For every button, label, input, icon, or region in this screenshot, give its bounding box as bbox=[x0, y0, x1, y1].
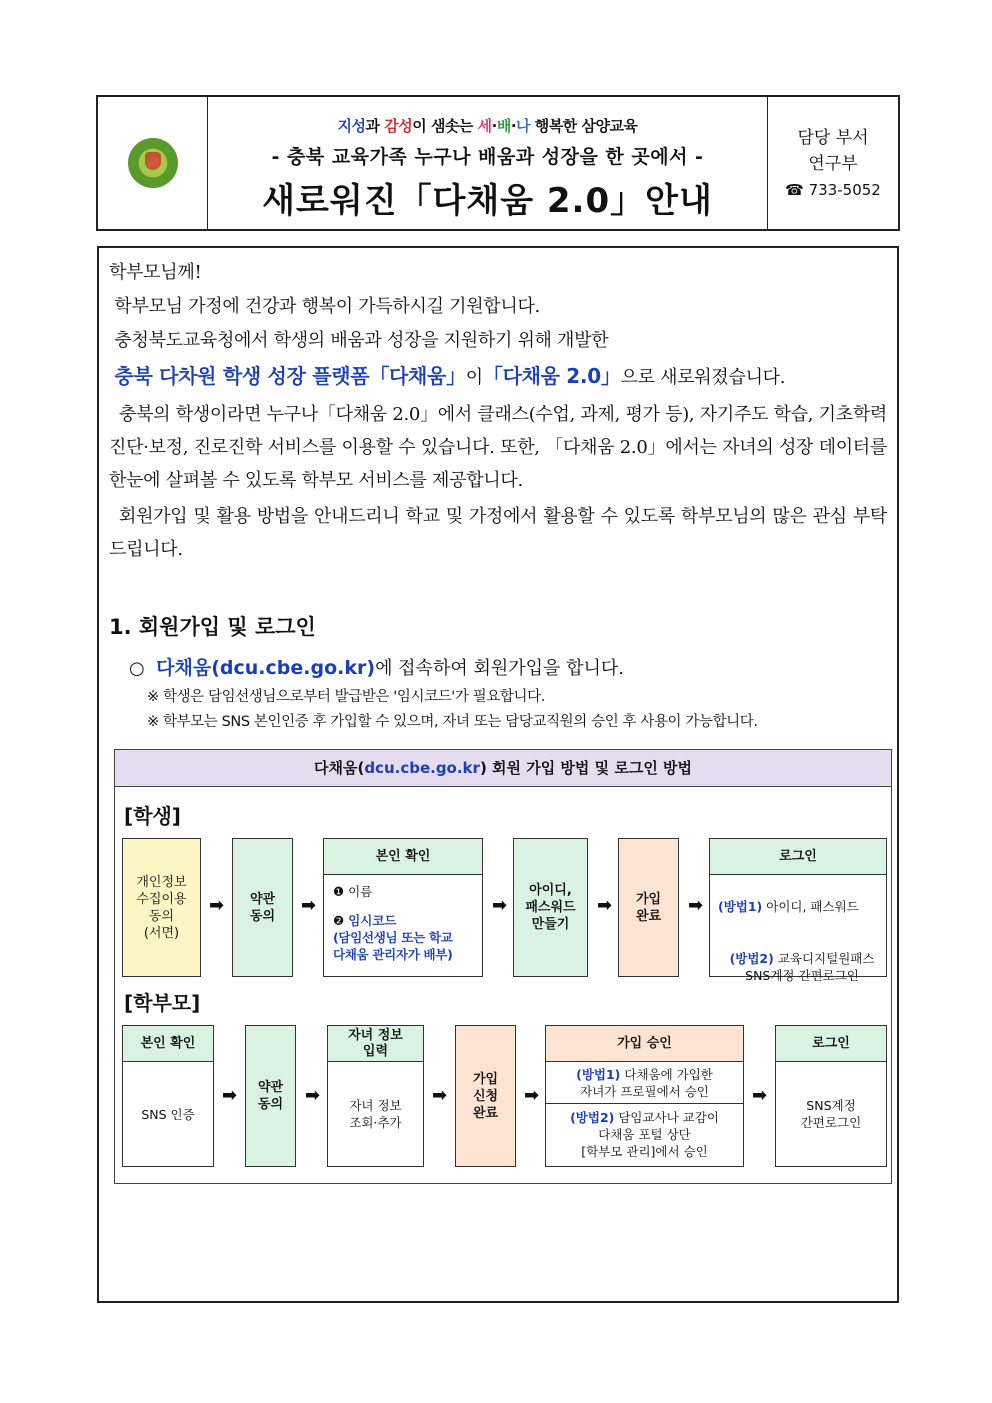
identity-code-mark: ❷ bbox=[333, 913, 349, 928]
intro-line-2 bbox=[109, 324, 887, 357]
page-title: 새로워진「다채움 2.0」안내 bbox=[262, 181, 713, 221]
diagram-title-suffix: ) 회원 가입 방법 및 로그인 방법 bbox=[479, 759, 693, 777]
parent-step-identity bbox=[122, 1025, 214, 1167]
approval-method-2-text: 담임교사나 교감이 다채움 포털 상단 [학부모 관리]에서 승인 bbox=[581, 1109, 719, 1159]
parent-step-approval bbox=[545, 1025, 744, 1167]
arrow-icon: ➡ bbox=[432, 1085, 448, 1106]
student-step-terms: 약관 동의 bbox=[232, 838, 293, 977]
parent-step-terms: 약관 동의 bbox=[245, 1025, 296, 1167]
section-bullet bbox=[129, 653, 624, 680]
arrow-icon: ➡ bbox=[492, 895, 508, 916]
student-step-identity bbox=[323, 838, 483, 977]
slogan-part: 세 bbox=[477, 117, 492, 135]
child-info-body: 자녀 정보 조회·추가 bbox=[349, 1098, 402, 1130]
arrow-icon: ➡ bbox=[597, 895, 613, 916]
phone-number: ☎ 733-5052 bbox=[785, 181, 881, 199]
intro-line-2-text: 충청북도교육청에서 학생의 배움과 성장을 지원하기 위해 개발한 bbox=[114, 330, 609, 351]
document-header bbox=[96, 95, 900, 231]
identity-head: 본인 확인 bbox=[324, 839, 482, 875]
approval-method-2-label: (방법2) bbox=[570, 1109, 615, 1125]
identity-code-label: 임시코드 bbox=[348, 913, 397, 928]
letter-body bbox=[97, 246, 899, 1303]
arrow-icon: ➡ bbox=[524, 1085, 540, 1106]
login-method-2-text: 교육디지털원패스 SNS계정 간편로그인 bbox=[745, 951, 875, 983]
greeting: 학부모님께! bbox=[109, 262, 202, 283]
arrow-icon: ➡ bbox=[209, 895, 225, 916]
login-head: 로그인 bbox=[710, 839, 886, 875]
parent-label: [학부모] bbox=[124, 991, 201, 1015]
slogan bbox=[208, 115, 767, 136]
intro-line-3-end: 으로 새로워졌습니다. bbox=[620, 367, 786, 388]
parent-login-head: 로그인 bbox=[776, 1026, 886, 1062]
parent-step-child-info bbox=[327, 1025, 424, 1167]
login-method-2-label: (방법2) bbox=[729, 951, 774, 966]
parent-step-login bbox=[775, 1025, 887, 1167]
parent-login-body: SNS계정 간편로그인 bbox=[800, 1098, 862, 1130]
bullet-mark: ○ bbox=[129, 658, 145, 679]
approval-method-1 bbox=[546, 1062, 743, 1104]
logo-cell bbox=[98, 97, 208, 229]
approval-method-1-wrap bbox=[576, 1066, 713, 1100]
diagram-site: dcu.cbe.go.kr bbox=[364, 759, 480, 777]
arrow-icon: ➡ bbox=[222, 1085, 238, 1106]
student-step-complete: 가입 완료 bbox=[618, 838, 679, 977]
approval-head: 가입 승인 bbox=[546, 1026, 743, 1062]
diagram-title bbox=[115, 750, 891, 787]
intro-line-1 bbox=[109, 290, 887, 323]
note-student: ※ 학생은 담임선생님으로부터 발급받은 '임시코드'가 필요합니다. bbox=[147, 689, 545, 705]
signup-diagram bbox=[114, 749, 892, 1184]
intro-line-1-text: 학부모님 가정에 건강과 행복이 가득하시길 기원합니다. bbox=[114, 296, 540, 317]
parent-identity-head: 본인 확인 bbox=[123, 1026, 213, 1062]
parent-identity-body: SNS 인증 bbox=[141, 1106, 195, 1122]
arrow-icon: ➡ bbox=[301, 895, 317, 916]
intro-line-3-mid: 이 bbox=[465, 367, 483, 388]
site-link[interactable]: 다채움(dcu.cbe.go.kr) bbox=[156, 657, 376, 679]
title-cell bbox=[208, 97, 768, 229]
dept-name: 연구부 bbox=[808, 154, 858, 174]
section-title: 1. 회원가입 및 로그인 bbox=[109, 615, 316, 639]
approval-method-1-label: (방법1) bbox=[576, 1066, 621, 1082]
approval-method-1-text: 다채움에 가입한 자녀가 프로필에서 승인 bbox=[580, 1066, 713, 1099]
child-info-head: 자녀 정보 입력 bbox=[328, 1026, 423, 1062]
dept-label: 담당 부서 bbox=[797, 128, 869, 148]
login-body bbox=[710, 875, 886, 1001]
identity-item-code bbox=[333, 912, 482, 929]
diagram-title-prefix: 다채움( bbox=[313, 759, 365, 777]
slogan-part: 이 샘솟는 bbox=[412, 117, 478, 135]
parent-step-applied: 가입 신청 완료 bbox=[455, 1025, 516, 1167]
student-label: [학생] bbox=[124, 804, 181, 828]
student-step-account: 아이디, 패스워드 만들기 bbox=[513, 838, 588, 977]
intro-paragraph-2: 충북의 학생이라면 누구나「다채움 2.0」에서 클래스(수업, 과제, 평가 등), 자기주도 학습, 기초학력 진단·보정, 진로진학 서비스를 이용할 수 있습니다. 또한, 「다채움 2.0」에서는 자녀의 성장 데이터를 한눈에 살펴볼 수 있도록 학부모 서비스를 제공합니다. bbox=[109, 404, 887, 491]
slogan-part: 지성 bbox=[337, 117, 366, 135]
login-method-2 bbox=[718, 950, 886, 984]
slogan-part: 배 bbox=[496, 117, 511, 135]
student-step-consent: 개인정보 수집이용 동의 (서면) bbox=[122, 838, 201, 977]
intro-line-3 bbox=[109, 360, 887, 394]
arrow-icon: ➡ bbox=[752, 1085, 768, 1106]
school-logo-icon bbox=[128, 138, 178, 188]
slogan-part: 감성 bbox=[384, 117, 413, 135]
identity-body bbox=[324, 875, 482, 963]
slogan-part: 과 bbox=[365, 117, 385, 135]
student-step-login bbox=[709, 838, 887, 983]
subtitle: - 충북 교육가족 누구나 배움과 성장을 한 곳에서 - bbox=[271, 146, 704, 168]
login-method-1-text: 아이디, 패스워드 bbox=[762, 899, 859, 914]
slogan-part: · bbox=[510, 117, 517, 135]
platform-name: 충북 다차원 학생 성장 플랫폼「다채움」 bbox=[114, 364, 466, 388]
department-cell bbox=[768, 97, 898, 229]
arrow-icon: ➡ bbox=[305, 1085, 321, 1106]
login-method-1-label: (방법1) bbox=[718, 899, 763, 914]
approval-method-2-wrap bbox=[570, 1109, 719, 1160]
identity-code-note: (담임선생님 또는 학교 다채움 관리자가 배부) bbox=[333, 930, 453, 962]
slogan-part: 나 bbox=[516, 117, 531, 135]
approval-method-2 bbox=[546, 1104, 743, 1164]
bullet-text: 에 접속하여 회원가입을 합니다. bbox=[375, 658, 624, 679]
intro-paragraph-3: 회원가입 및 활용 방법을 안내드리니 학교 및 가정에서 활용할 수 있도록 학부모님의 많은 관심 부탁드립니다. bbox=[109, 506, 887, 560]
platform-version: 「다채움 2.0」 bbox=[482, 364, 621, 388]
arrow-icon: ➡ bbox=[688, 895, 704, 916]
login-method-1 bbox=[718, 898, 886, 915]
identity-item-name: ❶ 이름 bbox=[333, 884, 373, 899]
slogan-part: 행복한 삼양교육 bbox=[530, 117, 638, 135]
note-parent: ※ 학부모는 SNS 본인인증 후 가입할 수 있으며, 자녀 또는 담당교직원의 승인 후 사용이 가능합니다. bbox=[147, 714, 758, 730]
slogan-part: · bbox=[491, 117, 497, 135]
